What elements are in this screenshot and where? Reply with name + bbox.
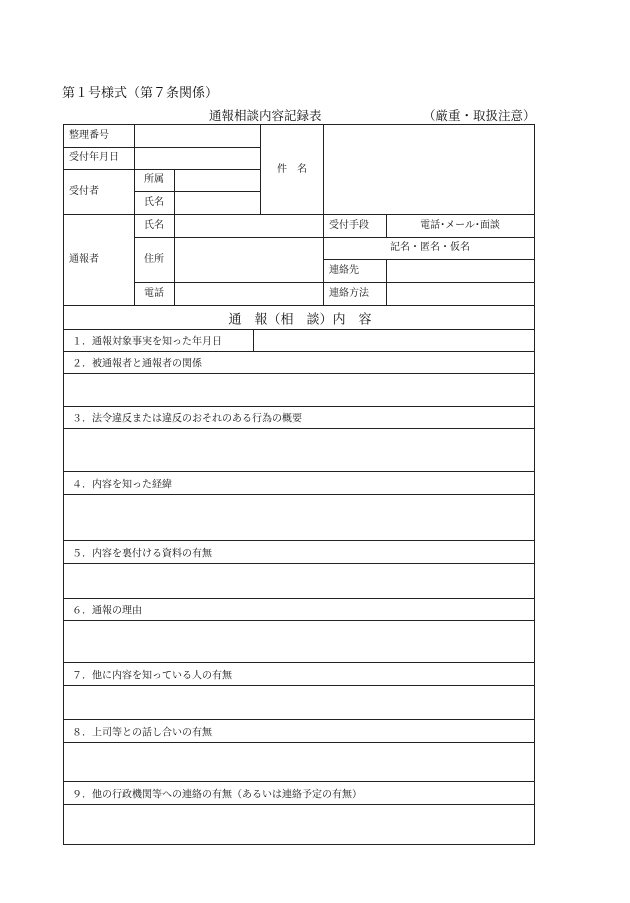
grid-line (64, 719, 534, 720)
grid-line (64, 781, 534, 782)
question-6-label: ６．通報の理由 (72, 605, 142, 617)
content-section-title: 通 報（相 談）内 容 (228, 312, 372, 328)
question-3-answer-area[interactable] (64, 429, 534, 471)
reception-method-options: 電話･メール･面談 (420, 220, 500, 231)
contact-label: 連絡先 (329, 265, 359, 276)
grid-line (64, 471, 534, 472)
grid-line (174, 169, 175, 214)
grid-line (64, 169, 260, 170)
grid-line (134, 214, 135, 305)
grid-line (134, 191, 260, 192)
grid-line (64, 598, 534, 599)
grid-line (134, 125, 135, 214)
subject-label: 件 名 (277, 164, 307, 175)
reporter-phone-label: 電話 (144, 288, 164, 299)
question-8-label: ８．上司等との話し合いの有無 (72, 727, 212, 739)
grid-line (134, 282, 534, 283)
receipt-date-label: 受付年月日 (69, 152, 119, 163)
form-number: 第１号様式（第７条関係） (62, 86, 219, 101)
question-3-label: ３．法令違反または違反のおそれのある行為の概要 (72, 413, 302, 425)
receiver-affiliation-label: 所属 (144, 174, 164, 185)
question-6-answer-area[interactable] (64, 621, 534, 662)
record-form (63, 124, 535, 845)
receiver-name-label: 氏名 (144, 197, 164, 208)
reporter-label: 通報者 (69, 254, 99, 265)
question-9-label: ９．他の行政機関等への連絡の有無（あるいは連絡予定の有無） (72, 789, 362, 801)
question-7-label: ７．他に内容を知っている人の有無 (72, 670, 232, 682)
confidential-notice: （厳重・取扱注意） (423, 108, 536, 123)
question-2-answer-area[interactable] (64, 374, 534, 406)
question-5-answer-area[interactable] (64, 564, 534, 598)
grid-line (64, 147, 260, 148)
question-2-label: ２．被通報者と通報者の関係 (72, 358, 202, 370)
reception-method-label: 受付手段 (329, 220, 369, 231)
contact-method-label: 連絡方法 (329, 288, 369, 299)
anonymity-options: 記名・匿名・仮名 (390, 242, 470, 253)
grid-line (64, 406, 534, 407)
document-title: 通報相談内容記録表 (209, 108, 322, 123)
grid-line (323, 237, 534, 238)
receiver-label: 受付者 (69, 186, 99, 197)
grid-line (134, 237, 323, 238)
grid-line (323, 125, 324, 214)
question-1-label: １．通報対象事実を知った年月日 (72, 336, 222, 348)
grid-line (64, 662, 534, 663)
reporter-name-label: 氏名 (144, 220, 164, 231)
question-8-answer-area[interactable] (64, 743, 534, 781)
reference-number-label: 整理番号 (69, 130, 109, 141)
reporter-address-label: 住所 (144, 254, 164, 265)
question-4-answer-area[interactable] (64, 495, 534, 540)
grid-line (64, 351, 534, 352)
grid-line (386, 259, 387, 305)
grid-line (174, 214, 175, 305)
question-4-label: ４．内容を知った経緯 (72, 479, 172, 491)
grid-line (323, 214, 324, 305)
question-7-answer-area[interactable] (64, 686, 534, 719)
question-9-answer-area[interactable] (64, 805, 534, 844)
grid-line (64, 540, 534, 541)
grid-line (386, 214, 387, 237)
grid-line (64, 305, 534, 306)
grid-line (323, 259, 534, 260)
grid-line (260, 125, 261, 214)
question-1-answer-area[interactable] (254, 330, 534, 351)
question-5-label: ５．内容を裏付ける資料の有無 (72, 548, 212, 560)
